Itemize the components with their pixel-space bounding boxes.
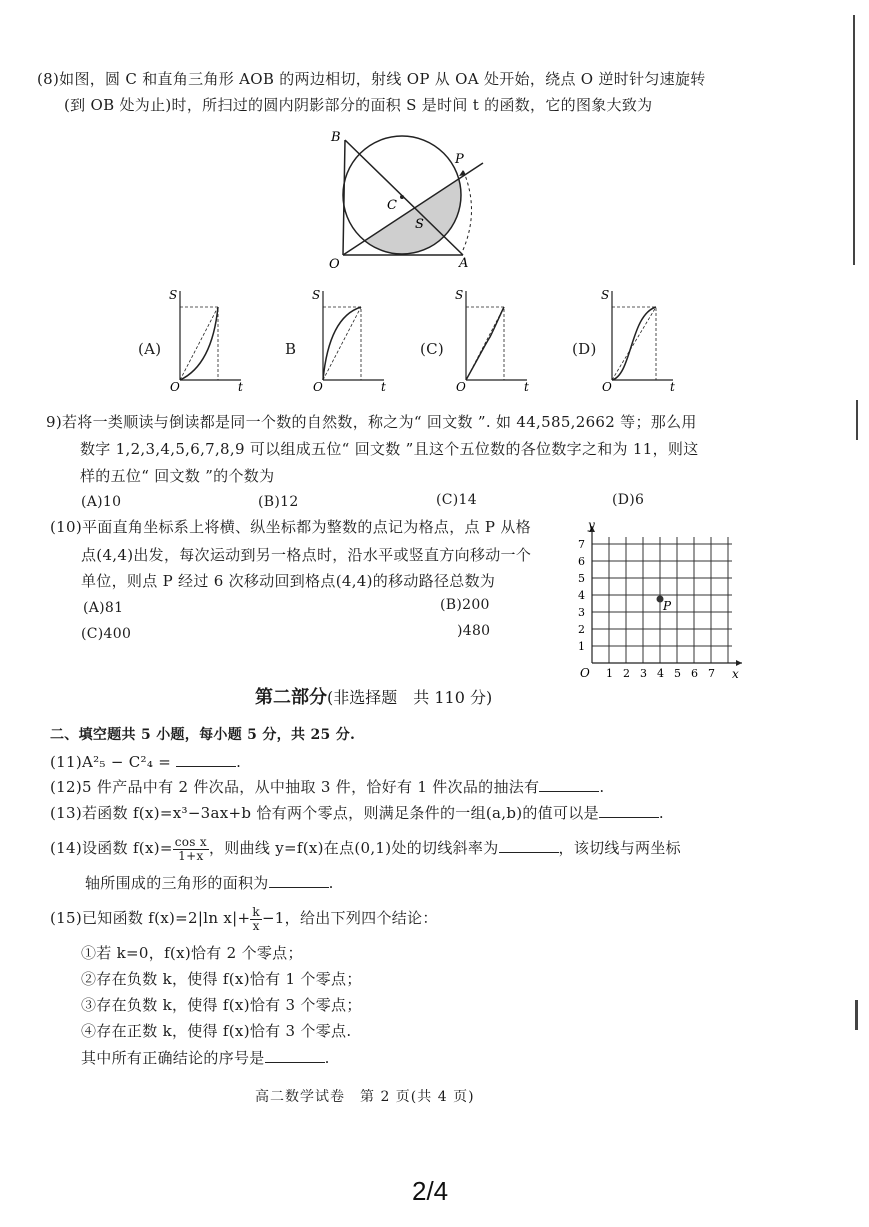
- q9-option-d[interactable]: (D)6: [612, 492, 645, 508]
- q14-line2: 轴所围成的三角形的面积为 .: [85, 874, 334, 892]
- q9-line1: 9)若将一类顺读与倒读都是同一个数的自然数，称之为“ 回文数 ”. 如 44,585,2662 等；那么用: [46, 413, 697, 431]
- axis-y-label: y: [588, 518, 595, 532]
- label-a: A: [459, 256, 469, 270]
- x-tick-label: 7: [708, 667, 715, 680]
- q13: (13)若函数 f(x)=x³−3ax+b 恰有两个零点，则满足条件的一组(a,b)的值可以是 .: [50, 804, 664, 822]
- q12-answer-blank[interactable]: [539, 777, 599, 792]
- rotation-arc: [463, 170, 472, 250]
- option-label: (A): [138, 340, 162, 358]
- q11-answer-blank[interactable]: [176, 752, 236, 767]
- q14-slope-blank[interactable]: [499, 838, 559, 853]
- q15-line1: (15)已知函数 f(x)=2|ln x|+ $\frac{k}{x}$ −1，给出下列四个结论：: [50, 904, 438, 933]
- page-footer: 高二数学试卷 第 2 页(共 4 页): [255, 1089, 475, 1105]
- svg-text:O: O: [313, 380, 323, 393]
- svg-text:S: S: [601, 288, 610, 302]
- q9-option-c[interactable]: (C)14: [436, 492, 477, 508]
- q9-option-a[interactable]: (A)10: [81, 494, 122, 510]
- q8-option-a[interactable]: [138, 285, 248, 395]
- q15-item-3: ③存在负数 k，使得 f(x)恰有 3 个零点；: [81, 996, 362, 1014]
- svg-text:t: t: [238, 380, 243, 393]
- q8-line2: (到 OB 处为止)时，所扫过的圆内阴影部分的面积 S 是时间 t 的函数，它的图象大致为: [64, 96, 653, 114]
- option-label: (C): [420, 340, 445, 358]
- q15-answer-blank[interactable]: [265, 1048, 325, 1063]
- x-tick-label: 5: [674, 667, 681, 680]
- svg-text:S: S: [169, 288, 178, 302]
- q10-option-c[interactable]: (C)400: [81, 626, 132, 642]
- x-tick-label: 3: [640, 667, 647, 680]
- q12: (12)5 件产品中有 2 件次品，从中抽取 3 件，恰好有 1 件次品的抽法有 .: [50, 778, 605, 796]
- y-tick-label: 3: [578, 606, 585, 619]
- label-s: S: [415, 217, 424, 232]
- q10-line1: (10)平面直角坐标系上将横、纵坐标都为整数的点记为格点，点 P 从格: [50, 518, 531, 536]
- axis-x-label: x: [732, 667, 739, 681]
- label-p: P: [455, 152, 464, 167]
- q14-fraction: $\frac{\text{cos x}}{1+x}$: [174, 834, 207, 863]
- graph-b: [309, 285, 389, 393]
- x-tick-label: 2: [623, 667, 630, 680]
- option-label: B: [285, 340, 297, 358]
- x-tick-label: 1: [606, 667, 613, 680]
- q8-option-d[interactable]: [572, 285, 682, 395]
- q14-line1: (14)设函数 f(x)= $\frac{\text{cos x}}{1+x}$ ，则曲线 y=f(x)在点(0,1)处的切线斜率为 ，该切线与两坐标: [50, 834, 681, 863]
- svg-text:O: O: [602, 380, 612, 393]
- scan-edge: [853, 15, 855, 265]
- point-p-label: P: [663, 599, 672, 613]
- y-tick-label: 7: [578, 538, 585, 551]
- label-c: C: [387, 198, 397, 213]
- section2-heading: 二、填空题共 5 小题，每小题 5 分，共 25 分.: [50, 727, 356, 743]
- q11: (11)A²₅ − C²₄ = .: [50, 753, 242, 771]
- svg-text:O: O: [456, 380, 466, 393]
- y-tick-label: 6: [578, 555, 585, 568]
- q15-item-1: ①若 k=0，f(x)恰有 2 个零点；: [81, 944, 303, 962]
- svg-text:t: t: [381, 380, 386, 393]
- svg-text:S: S: [455, 288, 464, 302]
- q10-option-a[interactable]: (A)81: [83, 600, 124, 616]
- arc-arrowhead: [459, 170, 466, 176]
- label-b: B: [331, 130, 341, 145]
- svg-text:t: t: [670, 380, 675, 393]
- q13-answer-blank[interactable]: [599, 803, 659, 818]
- option-label: (D): [572, 340, 597, 358]
- center-dot: [400, 195, 404, 199]
- q10-grid-figure: [572, 518, 747, 683]
- scan-edge: [856, 400, 858, 440]
- part2-title: 第二部分(非选择题 共 110 分): [255, 687, 493, 708]
- q10-line3: 单位，则点 P 经过 6 次移动回到格点(4,4)的移动路径总数为: [81, 572, 496, 590]
- svg-text:S: S: [312, 288, 321, 302]
- page-indicator: 2/4: [412, 1176, 449, 1206]
- q10-option-b[interactable]: (B)200: [440, 597, 490, 613]
- shaded-region: [343, 163, 485, 265]
- q15-item-4: ④存在正数 k，使得 f(x)恰有 3 个零点.: [81, 1022, 352, 1040]
- svg-text:O: O: [170, 380, 180, 393]
- q9-line2: 数字 1,2,3,4,5,6,7,8,9 可以组成五位“ 回文数 ”且这个五位数的各位数字之和为 11，则这: [80, 440, 699, 458]
- y-tick-label: 5: [578, 572, 585, 585]
- q8-line1: (8)如图，圆 C 和直角三角形 AOB 的两边相切，射线 OP 从 OA 处开始，绕点 O 逆时针匀速旋转: [37, 70, 706, 88]
- q15-last: 其中所有正确结论的序号是 .: [81, 1049, 330, 1067]
- q14-area-blank[interactable]: [269, 873, 329, 888]
- q8-figure: [325, 125, 490, 270]
- graph-d: [598, 285, 678, 393]
- x-tick-label: 6: [691, 667, 698, 680]
- graph-c: [452, 285, 532, 393]
- q8-option-c[interactable]: [420, 285, 530, 395]
- q10-line2: 点(4,4)出发，每次运动到另一格点时，沿水平或竖直方向移动一个: [81, 546, 532, 564]
- x-tick-label: 4: [657, 667, 664, 680]
- scan-edge: [855, 1000, 858, 1030]
- svg-text:t: t: [524, 380, 529, 393]
- q9-option-b[interactable]: (B)12: [258, 494, 299, 510]
- y-tick-label: 2: [578, 623, 585, 636]
- q10-option-d[interactable]: )480: [457, 623, 491, 639]
- q15-item-2: ②存在负数 k，使得 f(x)恰有 1 个零点；: [81, 970, 362, 988]
- graph-a: [166, 285, 246, 393]
- origin-label: O: [580, 666, 590, 680]
- part2-subtitle: (非选择题 共 110 分): [327, 688, 493, 707]
- label-o: O: [329, 257, 340, 270]
- q9-line3: 样的五位“ 回文数 ”的个数为: [80, 467, 275, 485]
- y-tick-label: 4: [578, 589, 585, 602]
- y-tick-label: 1: [578, 640, 585, 653]
- q15-fraction: $\frac{k}{x}$: [252, 904, 260, 933]
- q8-option-b[interactable]: [285, 285, 395, 395]
